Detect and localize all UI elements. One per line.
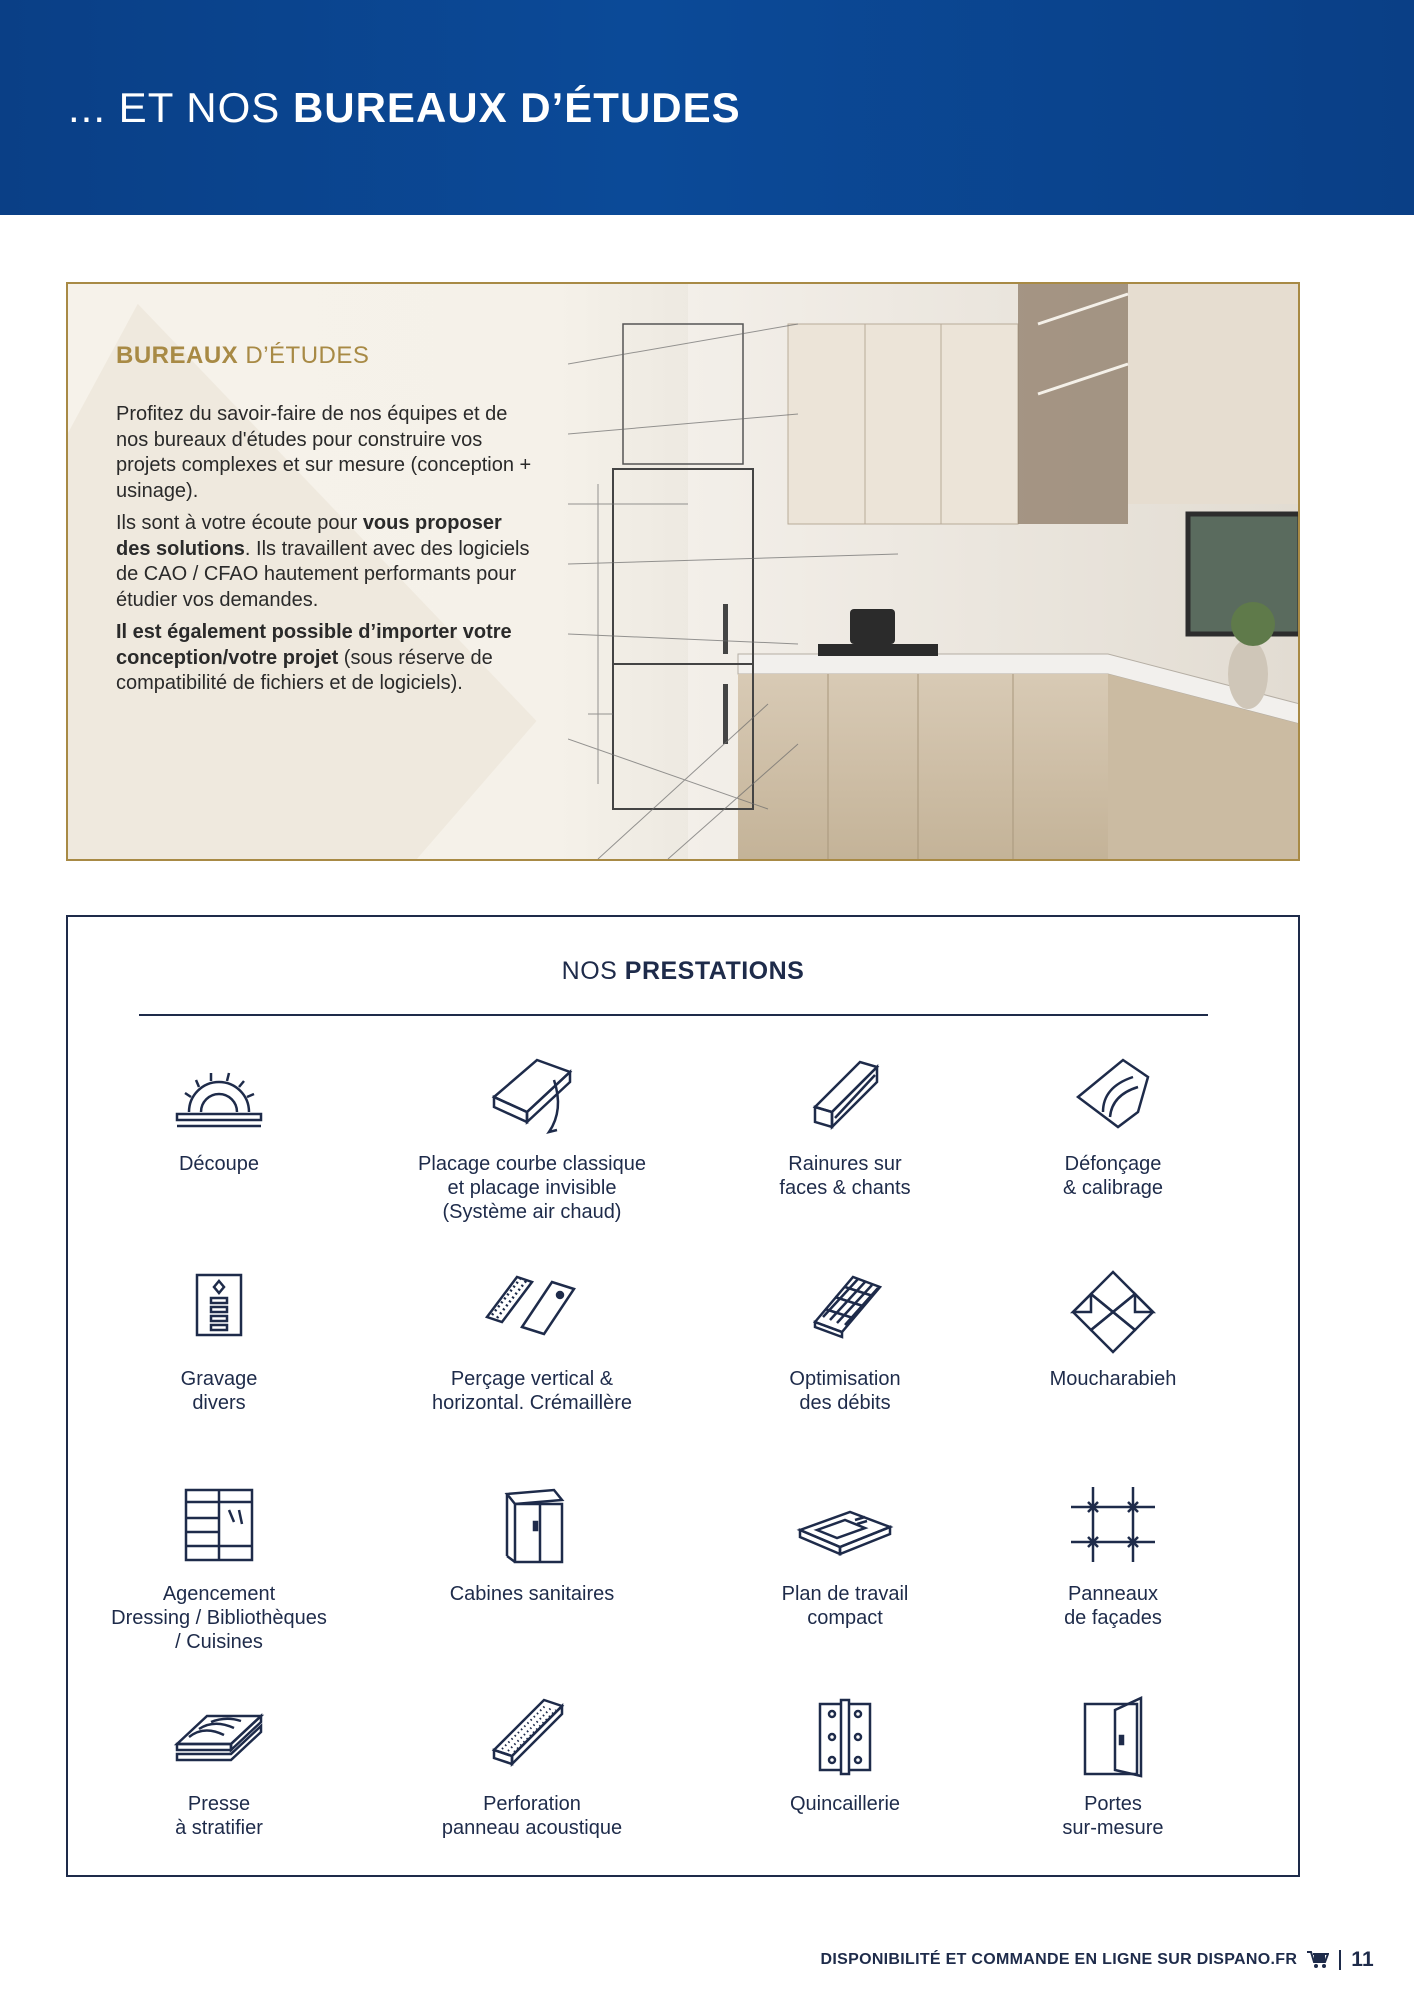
cutting-optimization-icon (795, 1267, 895, 1357)
service-presse: Presse à stratifier (69, 1692, 369, 1840)
bureaux-heading: BUREAUX D’ÉTUDES (116, 342, 370, 369)
service-plan-travail: Plan de travail compact (695, 1482, 995, 1630)
service-panneaux-facades: Panneaux de façades (963, 1482, 1263, 1630)
moucharabieh-icon (1063, 1267, 1163, 1357)
page-title: ... ET NOS BUREAUX D’ÉTUDES (68, 84, 741, 131)
service-perforation: Perforation panneau acoustique (382, 1692, 682, 1840)
cart-icon (1307, 1951, 1329, 1969)
bureaux-paragraph-3: Il est également possible d’importer votre conception/votre projet (sous réserve de compatibilité de fichiers et de logiciels). (116, 621, 512, 694)
page-number: 11 (1351, 1948, 1374, 1971)
service-gravage: Gravage divers (69, 1267, 369, 1415)
bureaux-etudes-panel (66, 282, 1300, 861)
groove-panel-icon (795, 1052, 895, 1142)
saw-blade-icon (169, 1052, 269, 1142)
laminating-press-icon (169, 1692, 269, 1782)
prestations-panel (66, 915, 1300, 1877)
door-icon (1063, 1692, 1163, 1782)
service-defoncage: Défonçage & calibrage (963, 1052, 1263, 1200)
service-rainures: Rainures sur faces & chants (695, 1052, 995, 1200)
divider (139, 1014, 1208, 1016)
footer-separator (1339, 1950, 1341, 1970)
kitchen-illustration (568, 284, 1300, 859)
footer-text: DISPONIBILITÉ ET COMMANDE EN LIGNE SUR DISPANO.FR (820, 1951, 1298, 1968)
service-placage: Placage courbe classique et placage invisible (Système air chaud) (382, 1052, 682, 1224)
sanitary-cabin-icon (482, 1482, 582, 1572)
prestations-heading: NOS PRESTATIONS (561, 957, 805, 985)
drilling-icon (482, 1267, 582, 1357)
service-moucharabieh: Moucharabieh (963, 1267, 1263, 1391)
worktop-icon (795, 1482, 895, 1572)
engraving-icon (169, 1267, 269, 1357)
routing-icon (1063, 1052, 1163, 1142)
acoustic-panel-icon (482, 1692, 582, 1782)
facade-panel-icon (1063, 1482, 1163, 1572)
bureaux-paragraph-2: Ils sont à votre écoute pour vous proposer des solutions. Ils travaillent avec des logiciels de CAO / CFAO hautement performants pour étudier vos demandes. (116, 512, 530, 611)
service-decoupe: Découpe (69, 1052, 369, 1176)
service-quincaillerie: Quincaillerie (695, 1692, 995, 1816)
wardrobe-icon (169, 1482, 269, 1572)
edge-banding-icon (482, 1052, 582, 1142)
service-optimisation: Optimisation des débits (695, 1267, 995, 1415)
bureaux-text (116, 342, 536, 704)
bureaux-paragraph-1: Profitez du savoir-faire de nos équipes et de nos bureaux d'études pour construire vos projets complexes et sur mesure (conception + usinage). (116, 403, 532, 502)
hinge-icon (795, 1692, 895, 1782)
service-portes: Portes sur-mesure (963, 1692, 1263, 1840)
service-cabines: Cabines sanitaires (382, 1482, 682, 1606)
service-agencement: Agencement Dressing / Bibliothèques / Cuisines (69, 1482, 369, 1654)
service-percage: Perçage vertical & horizontal. Crémaillère (382, 1267, 682, 1415)
page-header (0, 0, 1414, 215)
page-footer (821, 1948, 1374, 1972)
